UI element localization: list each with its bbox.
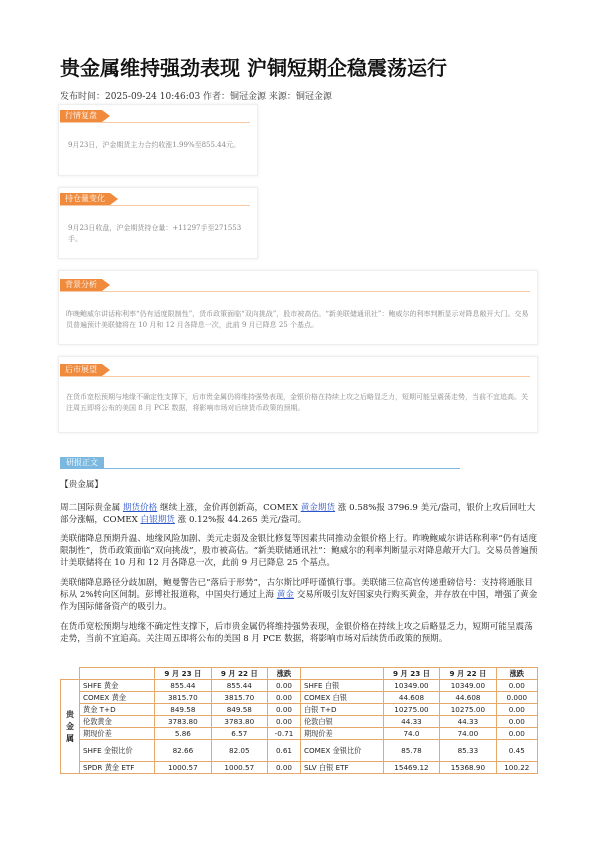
table-header: 9 月 22 日 [440,668,496,680]
market-review-tag: 行情复盘 [60,110,102,122]
table-row: SPDR 黄金 ETF 1000.57 1000.57 0.00 SLV 白银 ETF 15469.12 15368.90 100.22 [61,762,538,774]
outlook-text: 在货币宽松预期与地缘不确定性支撑下，后市贵金属仍将维持强势表现，金银价格在持续上攻之后略显乏力，短期可能呈震荡走势，当前不宜追高。关注周五即将公布的美国 8 月 PCE 数据，将影响市场对后续货币政策的预期。 [66,393,528,412]
table-row: 贵 金 属 SHFE 黄金 855.44 855.44 0.00 SHFE 白银 10349.00 10349.00 0.00 [61,680,538,692]
table-header: 9 月 23 日 [155,668,211,680]
precious-metals-table [60,667,538,774]
p1-text-d: 涨 0.12%报 44.265 美元/盎司。 [174,515,307,526]
background-analysis-box [58,270,538,345]
table-row: 期现价差 5.86 6.57 -0.71 期现价差 74.0 74.00 0.00 [61,728,538,740]
paragraph-4: 在货币宽松预期与地缘不确定性支撑下，后市贵金属仍将维持强势表现，金银价格在持续上攻之后略显乏力，短期可能呈震荡走势，当前不宜追高。关注周五即将公布的美国 8 月 PCE 数据，将影响市场对后续货币政策的预期。 [60,622,533,645]
position-change-tag: 持仓量变化 [60,193,110,205]
paragraph-3 [60,577,538,614]
table-header: 涨跌 [268,668,301,680]
silver-futures-link[interactable]: 白银期货 [140,515,175,526]
p3-text-b: 交易所吸引友好国家央行购买黄金，并存放在中国，增强了黄金作为国际储备资产的吸引力。 [60,590,538,613]
article-meta: 发布时间：2025-09-24 10:46:03 作者：铜冠金源 来源：铜冠金源 [60,92,332,102]
futures-price-link[interactable]: 期货价格 [122,503,158,513]
table-header: 9 月 22 日 [211,668,267,680]
table-header: 9 月 23 日 [383,668,439,680]
tag-divider [60,122,250,123]
background-analysis-text: 昨晚鲍威尔讲话称利率“仍有适度限制性”，货币政策面临“双向挑战”，股市被高估。“新美联储通讯社”：鲍威尔的利率判断显示对降息敞开大门。交易员普遍预计美联储将在 10 月和 12 月各降息一次，此前 9 月已降息 25 个基点。 [66,310,529,329]
tag-divider [60,291,530,292]
section-heading: 【贵金属】 [60,480,103,490]
outlook-tag: 后市展望 [60,364,102,376]
paragraph-2: 美联储降息预期升温、地缘风险加剧、美元走弱及金银比修复等因素共同推动金银价格上行。昨晚鲍威尔讲话称利率“仍有适度限制性”，货币政策面临“双向挑战”，股市被高估。“新美联储通讯社”：鲍威尔的利率判断显示对降息敞开大门。交易员普遍预计美联储将在 10 月和 12 月各降息一次，此前 9 月已降息 25 个基点。 [60,534,538,569]
table-row-header: 贵 金 属 [61,680,80,774]
article-title: 贵金属维持强劲表现 沪铜短期企稳震荡运行 [60,56,447,80]
tag-divider [60,376,530,377]
tag-divider [60,205,250,206]
gold-futures-link[interactable]: 黄金期货 [300,503,336,513]
p1-text-c: 涨 0.58%报 3796.9 美元/盎司，银价上攻后回吐大部分涨幅，COMEX [60,503,536,526]
p3-text-a: 美联储降息路径分歧加剧，鲍曼警告已“落后于形势”，古尔斯比呼吁谨慎行事。美联储三位高官传递重磅信号：支持将通胀目标从 2%转向区间制。彭博社报道称，中国央行通过上海 [60,578,533,601]
report-body-divider [60,468,460,469]
table-row: SHFE 金银比价 82.66 82.05 0.61 COMEX 金银比价 85.78 85.33 0.45 [61,740,538,762]
background-analysis-tag: 背景分析 [60,279,102,291]
table-header: 涨跌 [496,668,537,680]
paragraph-1 [60,502,538,526]
position-change-text: 9月23日收盘，沪金期货持仓量：+11297手至271553手。 [68,224,242,243]
table-row: 黄金 T+D 849.58 849.58 0.00 白银 T+D 10275.00 10275.00 0.00 [61,704,538,716]
market-review-text: 9月23日，沪金期货主力合约收涨1.99%至855.44元。 [68,141,241,149]
report-body-tag: 研报正文 [60,457,104,469]
table-row: COMEX 黄金 3815.70 3815.70 0.00 COMEX 白银 44.608 44.608 0.000 [61,692,538,704]
table-row: 伦敦黄金 3783.80 3783.80 0.00 伦敦白银 44.33 44.33 0.00 [61,716,538,728]
gold-link[interactable]: 黄金 [276,590,294,601]
p1-text-a: 周二国际贵金属 [60,503,123,513]
table-header-row [61,668,538,680]
p1-text-b: 继续上涨，金价再创新高，COMEX [157,503,301,513]
